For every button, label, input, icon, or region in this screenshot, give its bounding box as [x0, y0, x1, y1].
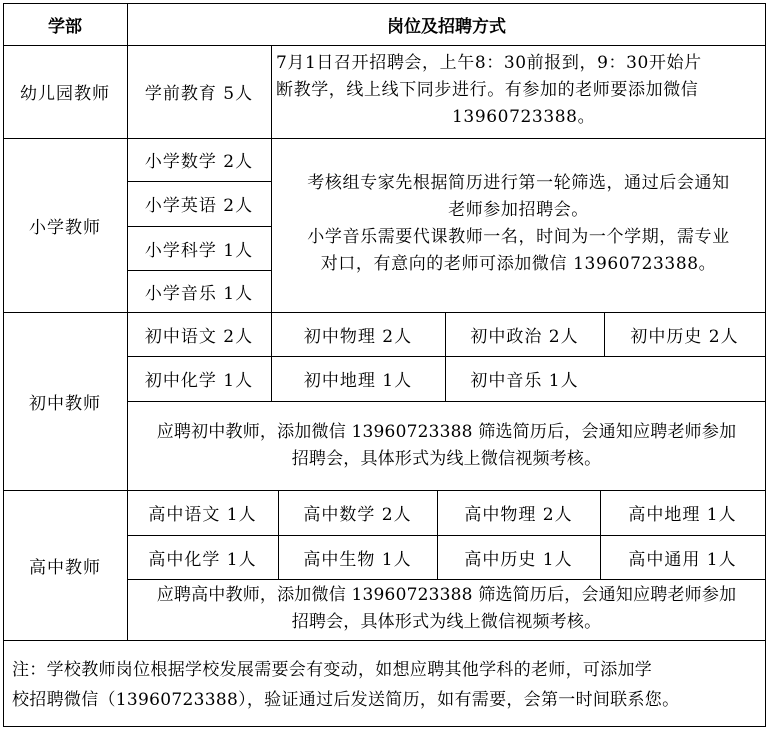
note-line: 考核组专家先根据简历进行第一轮筛选，通过后会通知 — [307, 173, 730, 193]
footer-line: 校招聘微信（13960723388），验证通过后发送简历，如有需要，会第一时间联系您。 — [12, 690, 680, 710]
note-line: 13960723388。 — [452, 107, 596, 127]
note-line: 7月1日召开招聘会，上午8：30前报到，9：30开始片 — [276, 53, 702, 73]
position-cell: 小学英语 2人 — [144, 196, 254, 216]
position-cell: 初中地理 1人 — [303, 371, 413, 391]
position-cell: 高中通用 1人 — [628, 549, 737, 570]
footer-note — [12, 655, 764, 715]
note-line: 应聘初中教师，添加微信 13960723388 筛选简历后，会通知应聘老师参加 — [156, 422, 737, 442]
note-line: 应聘高中教师，添加微信 13960723388 筛选简历后，会通知应聘老师参加 — [156, 585, 737, 605]
footer-line: 注：学校教师岗位根据学校发展需要会有变动，如想应聘其他学科的老师，可添加学 — [12, 660, 653, 680]
note-line: 对口，有意向的老师可添加微信 13960723388。 — [320, 254, 717, 274]
position-cell: 高中化学 1人 — [148, 549, 257, 570]
dept-primary: 小学教师 — [29, 217, 101, 238]
note-line: 招聘会，具体形式为线上微信视频考核。 — [291, 612, 602, 632]
dept-senior: 高中教师 — [29, 557, 101, 578]
header-department: 学部 — [48, 16, 82, 37]
position-cell: 初中历史 2人 — [630, 326, 739, 347]
note-line: 断教学，线上线下同步进行。有参加的老师要添加微信 — [276, 80, 699, 100]
position-cell: 高中物理 2人 — [464, 505, 573, 525]
position-cell: 小学数学 2人 — [144, 152, 254, 172]
header-positions: 岗位及招聘方式 — [387, 16, 506, 37]
position-cell: 高中历史 1人 — [464, 549, 573, 570]
dept-kindergarten: 幼儿园教师 — [20, 84, 110, 104]
position-cell: 初中化学 1人 — [144, 371, 254, 391]
position-cell: 高中语文 1人 — [148, 505, 257, 525]
position-cell: 初中音乐 1人 — [470, 371, 579, 391]
position-cell: 高中生物 1人 — [303, 549, 412, 570]
position-cell: 学前教育 5人 — [144, 84, 254, 104]
dept-junior: 初中教师 — [29, 393, 101, 414]
note-line: 老师参加招聘会。 — [448, 200, 589, 220]
kindergarten-note — [276, 50, 765, 131]
position-cell: 初中物理 2人 — [303, 326, 413, 347]
primary-note — [272, 170, 765, 278]
position-cell: 高中数学 2人 — [303, 505, 412, 525]
position-cell: 小学科学 1人 — [144, 240, 254, 261]
note-line: 招聘会，具体形式为线上微信视频考核。 — [291, 449, 602, 469]
note-line: 小学音乐需要代课教师一名，时间为一个学期，需专业 — [307, 227, 730, 247]
position-cell: 初中政治 2人 — [470, 326, 579, 347]
position-cell: 高中地理 1人 — [628, 505, 737, 525]
junior-note — [128, 419, 765, 473]
senior-note — [128, 582, 765, 636]
position-cell: 初中语文 2人 — [144, 326, 254, 347]
position-cell: 小学音乐 1人 — [144, 283, 254, 304]
